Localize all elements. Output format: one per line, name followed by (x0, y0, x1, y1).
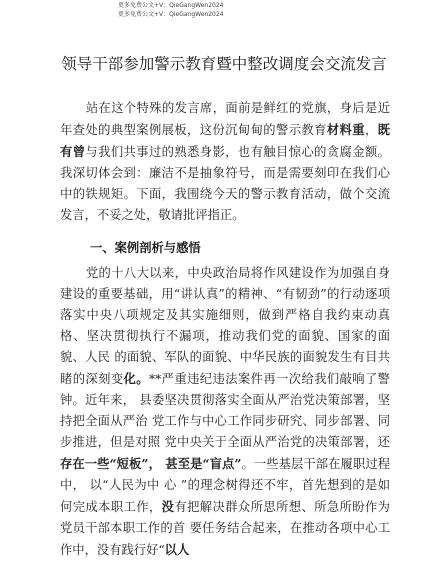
opening-paragraph (60, 98, 390, 226)
para1-text-2: ， (364, 123, 378, 137)
watermark-line-2: 更多免费公文+V：QieGangWen2024 (118, 11, 224, 18)
para2-text-5: 要任务结合起来，在推动各项中心工作中，没有践行好“ (60, 521, 390, 557)
para2-bold-2: 存在一些“短板”， 甚至是“盲点” (60, 456, 242, 471)
para2-bold-1: 化。 (123, 371, 149, 386)
para2-text-1: 党的十八大以来，中央政治局将作风建设作为加强自身建设的重要基础，用“讲认真”的精神、“有韧劲”的行动逐项 落实中央八项规定及其实施细则，做到严格自我约束动真格、坚决贯彻执行不漏项，推动我们党的面貌、国家的面貌、人民 的面貌、军队的面貌、中华民族的面貌发生有目共睹的深刻变 (60, 266, 390, 386)
para2-bold-4: 以人 (164, 542, 190, 557)
section-heading-1: 一、案例剖析与感悟 (90, 240, 201, 255)
para1-text-3: 与我们共事过的熟悉身影，也有触目惊心的贪腐金额。我深切体会到：廉洁不是抽象符号，而是需要刻印在我们心中的铁规矩。下面，我围绕今天的警示教育活动，做个交流发言，不妥之处，敬请批评指正。 (60, 145, 390, 222)
para2-bold-3: 没 (161, 499, 175, 514)
para2-text-3: 。一些基层干部在履职过程中， 以“人民为中 心 ”的理念树得还不牢，首先想到的是如何完成本职工作， (60, 457, 390, 514)
para2-text-2: **严重违纪违法案件再一次给我们敲响了警钟。近年来， 县委坚决贯彻落实全面从严治党决策部署，坚持把全面从严治 党工作与中心工作同步研究、同步部署、同步推进，但是对照 党中央关于全面从严治党的决策部署，还 (60, 372, 390, 449)
case-analysis-paragraph (60, 263, 390, 561)
para2-text-4: 有把解决群众所思所想、所急所盼作为党员干部本职工作的首 (60, 500, 390, 535)
para1-bold-2: 既有曾 (60, 122, 390, 159)
para1-text-1: 站在这个特殊的发言席，面前是鲜红的党旗，身后是近年查处的典型案例展板，这份沉甸甸的警示教育 (60, 101, 390, 137)
para1-bold-1: 材料重 (326, 122, 365, 137)
document-title: 领导干部参加警示教育暨中整改调度会交流发言 (61, 55, 387, 73)
watermark-line-1: 更多免费公文+V：QieGangWen2024 (118, 2, 224, 9)
